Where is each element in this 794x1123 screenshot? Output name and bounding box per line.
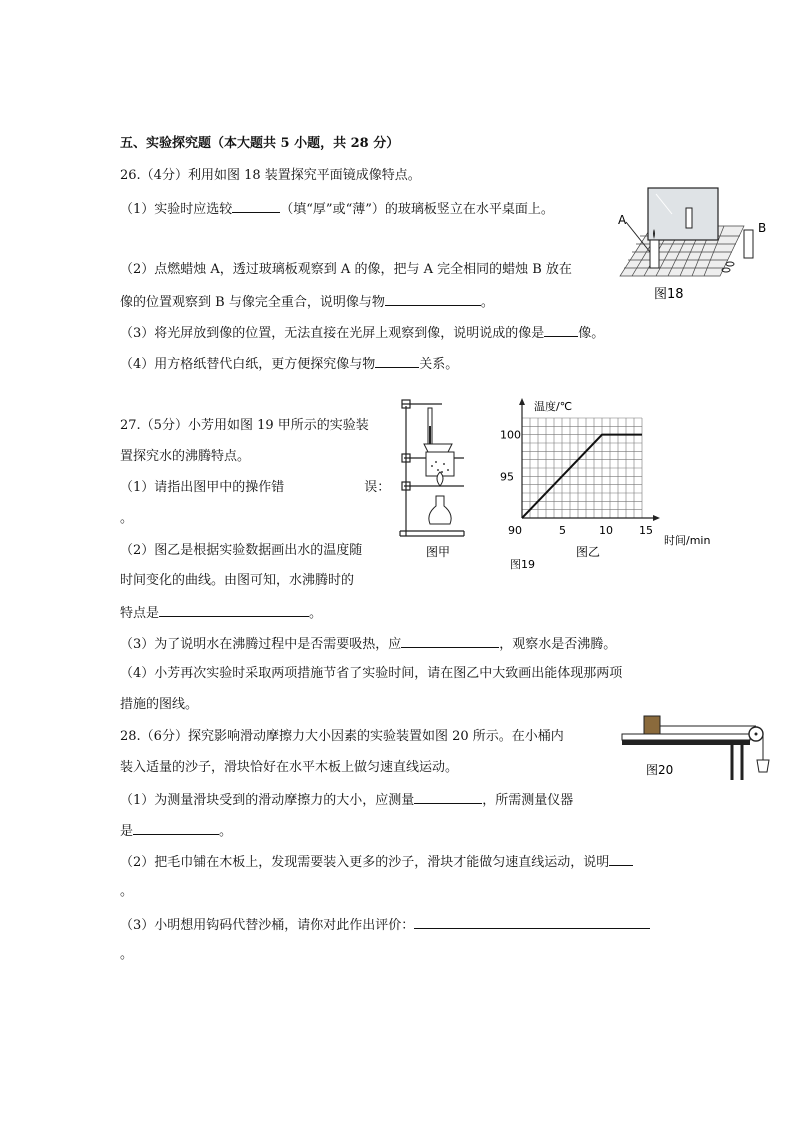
figure-19b-caption: 图乙 (576, 545, 601, 559)
y-axis-label: 温度/℃ (534, 400, 573, 413)
glass-plate (648, 188, 718, 240)
q27-part3 (120, 635, 616, 653)
lid (424, 444, 452, 452)
q27-part1-text-b: 误： (364, 480, 391, 495)
q28-stem-line1: 28.（6分）探究影响滑动摩擦力大小因素的实验装置如图 20 所示。在小桶内 (120, 729, 564, 744)
y-tick-label: 100 (500, 428, 521, 442)
label-b: B (758, 221, 767, 235)
q27-part1-end: 。 (120, 511, 134, 526)
x-tick-label: 5 (559, 524, 566, 537)
q27-part2-line1: （2）图乙是根据实验数据画出水的温度随 (120, 543, 363, 558)
q28-part1-line2 (120, 822, 232, 840)
q27-part2-line3 (120, 604, 322, 622)
q28-part1-end: 。 (219, 824, 233, 839)
x-axis-label: 时间/min (664, 534, 711, 547)
matches (726, 262, 734, 266)
flame-icon (437, 472, 443, 486)
q26-blank-4[interactable] (375, 355, 419, 368)
q27-stem-line1: 27.（5分）小芳用如图 19 甲所示的实验装 (120, 418, 369, 433)
q27-part2-end: 。 (309, 606, 323, 621)
q27-blank-3[interactable] (401, 635, 499, 648)
q28-stem-line2: 装入适量的沙子，滑块恰好在水平木板上做匀速直线运动。 (120, 760, 459, 775)
q26-part3-text-a: （3）将光屏放到像的位置，无法直接在光屏上观察到像，说明说成的像是 (120, 326, 545, 341)
q28-blank-4[interactable] (414, 916, 650, 929)
y-axis-arrow-icon (519, 398, 525, 405)
x-axis-arrow-icon (653, 515, 660, 521)
q27-part1 (120, 480, 390, 496)
figure-19a-caption: 图甲 (426, 545, 451, 559)
q26-part4-text-b: 关系。 (419, 357, 459, 372)
figure-20-friction-setup (616, 712, 776, 784)
q26-part3-text-b: 像。 (578, 326, 605, 341)
q26-part2-line1: （2）点燃蜡烛 A，透过玻璃板观察到 A 的像，把与 A 完全相同的蜡烛 B 放在 (120, 262, 572, 277)
q28-part1-text-b: ，所需测量仪器 (482, 793, 574, 808)
q26-blank-1[interactable] (232, 200, 280, 213)
candle-b (744, 230, 753, 258)
q26-part2-line2 (120, 293, 494, 311)
candle-a (650, 240, 659, 268)
q28-part3-text: （3）小明想用钩码代替沙桶，请你对此作出评价： (120, 918, 415, 933)
q28-part1-line1 (120, 791, 573, 809)
q27-part3-text-a: （3）为了说明水在沸腾过程中是否需要吸热，应 (120, 637, 402, 652)
q27-blank-2[interactable] (159, 604, 309, 617)
label-a: A (618, 213, 627, 227)
q28-blank-2[interactable] (133, 822, 219, 835)
q26-part4-text-a: （4）用方格纸替代白纸，更方便探究像与物 (120, 357, 376, 372)
table-top (622, 740, 750, 745)
figure-18-caption: 图18 (654, 287, 684, 302)
q26-part1-text-b: （填“厚”或“薄”）的玻璃板竖立在水平桌面上。 (280, 202, 554, 217)
figure-20-caption: 图20 (646, 763, 674, 777)
y-tick-label: 95 (500, 470, 514, 484)
figure-18-mirror-setup (612, 184, 777, 304)
q26-part3 (120, 324, 604, 342)
q27-part2-line2: 时间变化的曲线。由图可知，水沸腾时的 (120, 573, 355, 588)
q26-part2-text: 像的位置观察到 B 与像完全重合，说明像与物 (120, 295, 385, 310)
x-tick-label: 15 (639, 524, 653, 537)
q26-blank-2[interactable] (385, 293, 481, 306)
origin-tick-label: 90 (508, 524, 522, 537)
q28-part3-end: 。 (120, 947, 134, 962)
figure-19-chart (490, 388, 730, 578)
alcohol-lamp (429, 496, 451, 524)
q26-blank-3[interactable] (544, 324, 578, 337)
q26-part4 (120, 355, 458, 373)
q27-part1-text-a: （1）请指出图甲中的操作错 (120, 480, 285, 495)
slider-block (644, 716, 660, 734)
q26-part1 (120, 200, 554, 218)
figure-19-apparatus (396, 386, 480, 564)
q28-part2-text: （2）把毛巾铺在木板上，发现需要装入更多的沙子，滑块才能做匀速直线运动，说明 (120, 855, 610, 870)
candle-image (686, 208, 692, 228)
q27-part4-line1: （4）小芳再次实验时采取两项措施节省了实验时间，请在图乙中大致画出能体现那两项 (120, 666, 623, 681)
q28-part3-line1 (120, 916, 650, 934)
chart-grid (522, 418, 642, 518)
q28-part2-end: 。 (120, 884, 134, 899)
q28-part2-line1 (120, 853, 633, 871)
section-title: 五、实验探究题（本大题共 5 小题，共 28 分） (120, 136, 400, 151)
figure-19-caption: 图19 (510, 558, 535, 571)
q28-blank-1[interactable] (414, 791, 482, 804)
q27-stem-line2: 置探究水的沸腾特点。 (120, 449, 251, 464)
q26-part1-text-a: （1）实验时应选较 (120, 202, 233, 217)
q26-stem: 26.（4分）利用如图 18 装置探究平面镜成像特点。 (120, 168, 421, 183)
q27-part2-text: 特点是 (120, 606, 160, 621)
q27-part3-text-b: ，观察水是否沸腾。 (499, 637, 617, 652)
q27-part4-line2: 措施的图线。 (120, 697, 199, 712)
q28-blank-3[interactable] (609, 853, 633, 866)
q28-part1-text-c: 是 (120, 824, 134, 839)
wood-board (622, 734, 750, 740)
x-tick-label: 10 (599, 524, 613, 537)
q28-part1-text-a: （1）为测量滑块受到的滑动摩擦力的大小，应测量 (120, 793, 415, 808)
q26-part2-end: 。 (480, 295, 494, 310)
sand-bucket (757, 760, 769, 772)
